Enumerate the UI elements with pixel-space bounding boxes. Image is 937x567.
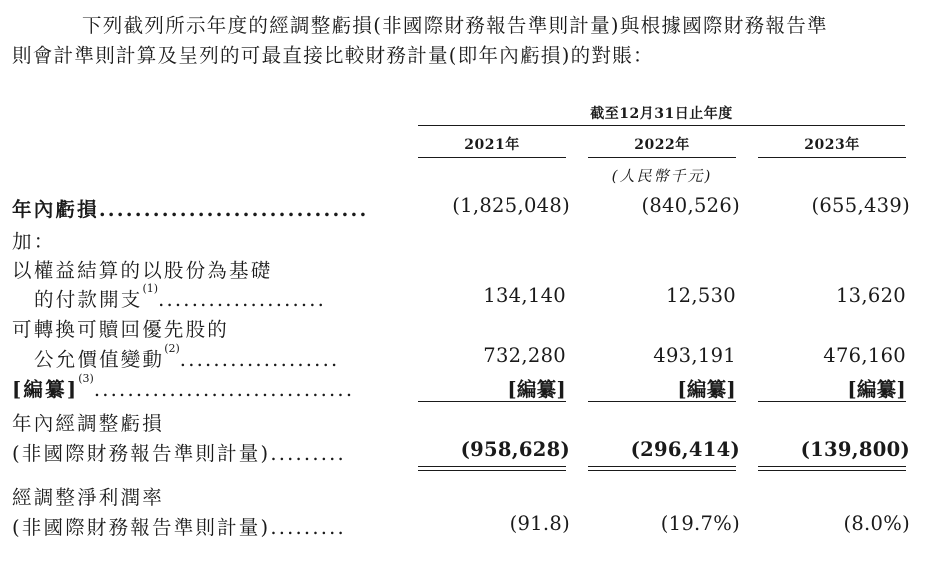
footnote-ref-2: (2) <box>164 342 180 355</box>
cell-loss-2022: (840,526) <box>641 194 740 217</box>
cell-loss-2023: (655,439) <box>811 194 910 217</box>
column-header-2023: 2023年 <box>804 137 860 153</box>
subtotal-rule-2022 <box>588 401 736 402</box>
group-header-rule <box>418 125 905 126</box>
subtotal-rule-2023 <box>758 401 906 402</box>
column-rule-2022 <box>588 157 736 158</box>
cell-loss-2021: (1,825,048) <box>452 194 570 217</box>
total-double-rule-2022-b <box>588 470 736 471</box>
row-label-adjusted-loss-line-1: 年內經調整虧損 <box>12 412 164 435</box>
total-double-rule-2023-b <box>758 470 906 471</box>
cell-share-based-2021: 134,140 <box>483 284 566 307</box>
cell-fair-value-2023: 476,160 <box>823 344 906 367</box>
row-label-preferred-shares-line-2: 公允價值變動$^{(2)}$................... <box>34 342 340 371</box>
cell-adjusted-margin-2023: (8.0%) <box>843 512 910 535</box>
cell-redacted-2023: [編纂] <box>847 378 906 401</box>
group-header: 截至12月31日止年度 <box>590 106 733 122</box>
total-double-rule-2022-a <box>588 466 736 467</box>
total-double-rule-2023-a <box>758 466 906 467</box>
cell-adjusted-loss-2023: (139,800) <box>800 438 910 461</box>
row-label-share-based-line-2: 的付款開支$^{(1)}$.................... <box>34 282 327 311</box>
row-label-loss-for-year: 年內虧損.............................. <box>12 198 369 221</box>
cell-fair-value-2021: 732,280 <box>483 344 566 367</box>
column-rule-2023 <box>758 157 906 158</box>
row-label-preferred-shares-line-1: 可轉換可贖回優先股的 <box>12 318 230 341</box>
intro-line-1: 下列截列所示年度的經調整虧損(非國際財務報告準則計量)與根據國際財務報告準 <box>82 14 828 37</box>
row-label-adjusted-loss-line-2: (非國際財務報告準則計量)......... <box>12 442 346 465</box>
column-rule-2021 <box>418 157 566 158</box>
cell-share-based-2023: 13,620 <box>835 284 906 307</box>
row-label-share-based-line-1: 以權益結算的以股份為基礎 <box>12 259 273 282</box>
row-label-add: 加： <box>12 230 56 253</box>
cell-share-based-2022: 12,530 <box>665 284 736 307</box>
row-label-adjusted-margin-line-1: 經調整淨利潤率 <box>12 486 164 509</box>
footnote-ref-3: (3) <box>78 372 94 385</box>
cell-fair-value-2022: 493,191 <box>653 344 736 367</box>
total-double-rule-2021-a <box>418 466 566 467</box>
column-header-2021: 2021年 <box>464 137 520 153</box>
cell-redacted-2021: [編纂] <box>507 378 566 401</box>
cell-redacted-2022: [編纂] <box>677 378 736 401</box>
cell-adjusted-loss-2021: (958,628) <box>460 438 570 461</box>
column-header-2022: 2022年 <box>634 137 690 153</box>
row-label-adjusted-margin-line-2: (非國際財務報告準則計量)......... <box>12 516 346 539</box>
cell-adjusted-margin-2022: (19.7%) <box>660 512 740 535</box>
intro-line-2: 則會計準則計算及呈列的可最直接比較財務計量(即年內虧損)的對賬： <box>12 44 654 67</box>
unit-label: (人民幣千元) <box>611 167 713 185</box>
subtotal-rule-2021 <box>418 401 566 402</box>
footnote-ref-1: (1) <box>142 282 159 295</box>
cell-adjusted-loss-2022: (296,414) <box>630 438 740 461</box>
cell-adjusted-margin-2021: (91.8) <box>509 512 570 535</box>
total-double-rule-2021-b <box>418 470 566 471</box>
row-label-redacted: [編纂]$^{(3)}$............................... <box>12 372 355 401</box>
